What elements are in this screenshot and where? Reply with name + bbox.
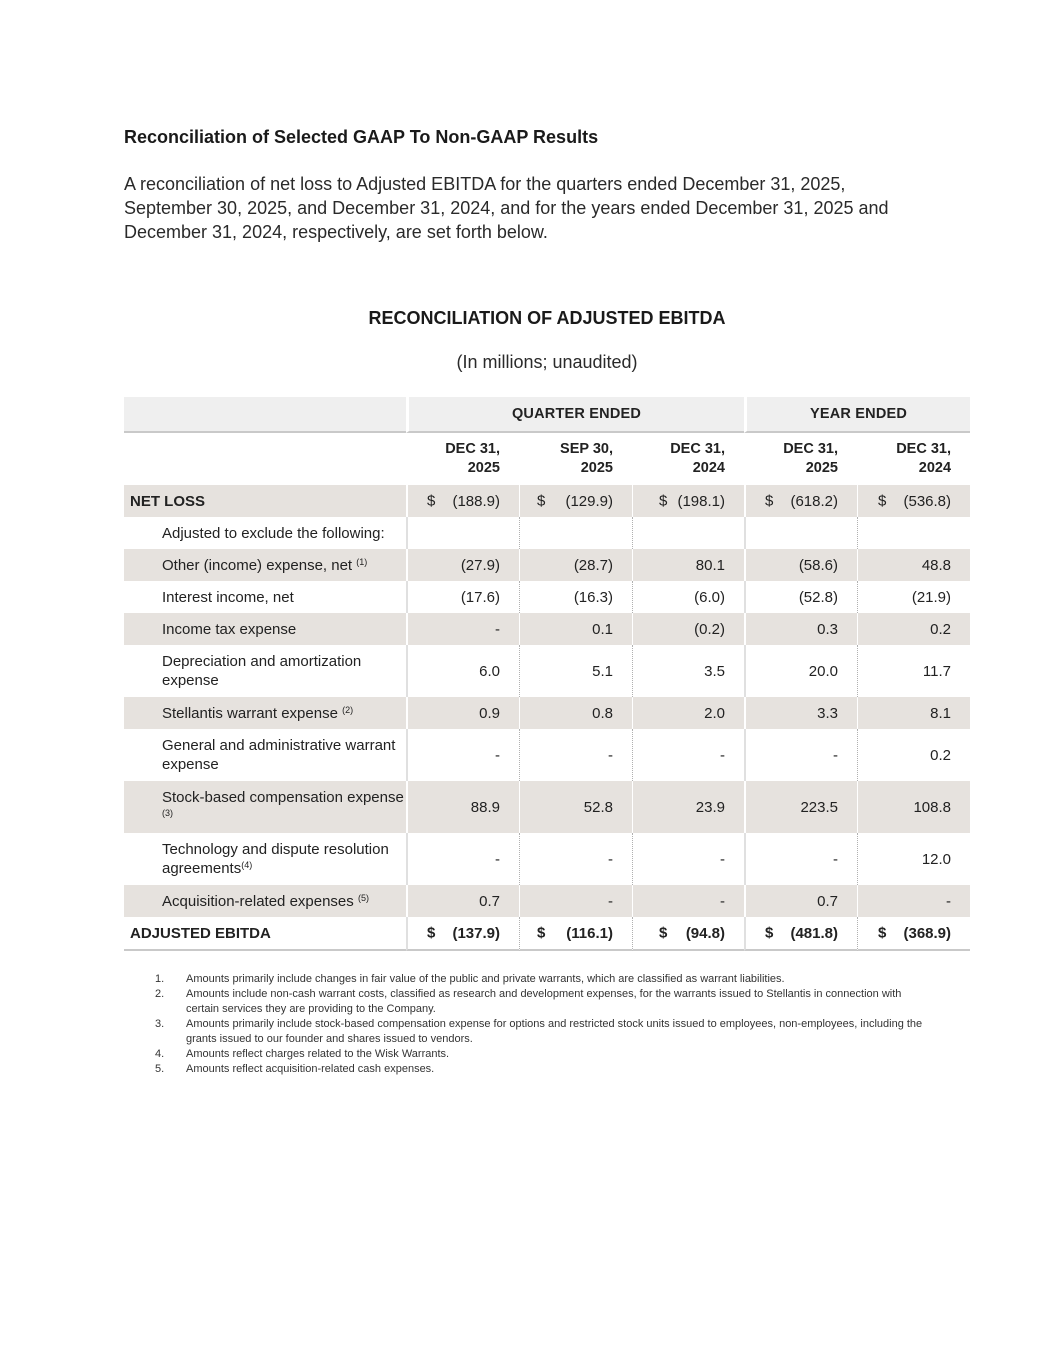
column-header: DEC 31, 2025 <box>783 441 838 476</box>
page-title: Reconciliation of Selected GAAP To Non-GAAP Results <box>124 127 599 147</box>
cell-value: (58.6) <box>744 549 857 581</box>
cell-value: 5.1 <box>519 645 632 697</box>
cell-value: $ (94.8) <box>632 917 744 951</box>
footnote: 2. Amounts include non-cash warrant costs, classified as research and development expenses, for the warrants issued to Stellantis in connection with certain services they are providing to the Company. <box>155 988 902 1015</box>
cell-value: (27.9) <box>406 549 519 581</box>
cell-value: - <box>406 613 519 645</box>
cell-value: (0.2) <box>632 613 744 645</box>
footnote: 1. Amounts primarily include changes in fair value of the public and private warrants, which are classified as warrant liabilities. <box>155 973 785 985</box>
cell-value: 11.7 <box>857 645 970 697</box>
group-header-row <box>124 397 970 433</box>
cell-value: 0.7 <box>744 885 857 917</box>
cell-value: (16.3) <box>519 581 632 613</box>
cell-value: 0.2 <box>857 729 970 781</box>
row-label: Interest income, net <box>162 588 294 606</box>
footnote: 3. Amounts primarily include stock-based compensation expense for options and restricted stock units issued to employees, non-employees, including the grants issued to our founder and shares issued to vendors. <box>155 1018 923 1045</box>
cell-value: - <box>519 833 632 885</box>
cell-value: 3.3 <box>744 697 857 729</box>
cell-empty <box>406 517 519 549</box>
column-header-blank <box>124 433 406 485</box>
cell-value: - <box>857 885 970 917</box>
cell-value: 0.2 <box>857 613 970 645</box>
group-header-quarter: QUARTER ENDED <box>406 397 744 433</box>
cell-value: - <box>632 729 744 781</box>
cell-value: $ (116.1) <box>519 917 632 951</box>
table-subtitle: (In millions; unaudited) <box>456 352 638 372</box>
cell-value: 20.0 <box>744 645 857 697</box>
footnote: 4. Amounts reflect charges related to the Wisk Warrants. <box>155 1048 450 1060</box>
row-label: Stock-based compensation expense $^{(3)}$ <box>124 781 406 833</box>
cell-value: 48.8 <box>857 549 970 581</box>
row-label: Acquisition-related expenses $^{(5)}$ <box>124 885 406 917</box>
cell-value: - <box>406 729 519 781</box>
net-loss-row <box>124 485 970 517</box>
cell-value: - <box>406 833 519 885</box>
cell-value: $ (368.9) <box>857 917 970 951</box>
table-row <box>124 581 970 613</box>
row-label: Adjusted to exclude the following: <box>162 524 385 542</box>
reconciliation-table <box>124 397 970 951</box>
row-label: Depreciation and amortization expense <box>162 653 362 689</box>
cell-value: (6.0) <box>632 581 744 613</box>
row-label: Stellantis warrant expense $^{(2)}$ <box>124 697 406 729</box>
table-row <box>124 697 970 729</box>
cell-value: 0.1 <box>519 613 632 645</box>
cell-value: 6.0 <box>406 645 519 697</box>
adjusted-label-row <box>124 517 970 549</box>
cell-value: - <box>744 833 857 885</box>
cell-value: 108.8 <box>857 781 970 833</box>
table-row <box>124 885 970 917</box>
footnotes <box>155 972 935 1077</box>
cell-value: 52.8 <box>519 781 632 833</box>
cell-value: (21.9) <box>857 581 970 613</box>
cell-value: (52.8) <box>744 581 857 613</box>
cell-value: 23.9 <box>632 781 744 833</box>
cell-empty <box>632 517 744 549</box>
cell-value: 0.9 <box>406 697 519 729</box>
cell-value: 0.7 <box>406 885 519 917</box>
cell-empty <box>519 517 632 549</box>
cell-value: $ (137.9) <box>406 917 519 951</box>
cell-value: - <box>519 885 632 917</box>
adjusted-ebitda-row <box>124 917 970 951</box>
table-row <box>124 645 970 697</box>
table-row <box>124 549 970 581</box>
column-header: DEC 31, 2025 <box>445 441 500 476</box>
cell-empty <box>857 517 970 549</box>
cell-value: - <box>519 729 632 781</box>
cell-value: 12.0 <box>857 833 970 885</box>
table-row <box>124 781 970 833</box>
cell-value: 0.8 <box>519 697 632 729</box>
footnote: 5. Amounts reflect acquisition-related cash expenses. <box>155 1063 435 1075</box>
cell-value: $ (129.9) <box>519 485 632 517</box>
column-header-row <box>124 433 970 485</box>
cell-value: $ (198.1) <box>632 485 744 517</box>
table-row <box>124 833 970 885</box>
group-header-blank <box>124 397 406 433</box>
row-label: Other (income) expense, net $^{(1)}$ <box>124 549 406 581</box>
cell-value: 223.5 <box>744 781 857 833</box>
cell-value: 8.1 <box>857 697 970 729</box>
row-label: Income tax expense <box>124 613 406 645</box>
cell-value: - <box>632 885 744 917</box>
cell-value: 3.5 <box>632 645 744 697</box>
row-label: NET LOSS <box>124 485 406 517</box>
row-label: ADJUSTED EBITDA <box>124 917 406 951</box>
cell-value: (28.7) <box>519 549 632 581</box>
cell-value: - <box>744 729 857 781</box>
cell-value: 0.3 <box>744 613 857 645</box>
intro-paragraph: A reconciliation of net loss to Adjusted EBITDA for the quarters ended December 31, 2025, September 30, 2025, and December 31, 2024, and for the years ended December 31, 2025 and December 31, 2024, respectively, are set forth below. <box>124 174 889 242</box>
cell-value: 88.9 <box>406 781 519 833</box>
cell-empty <box>744 517 857 549</box>
table-title: RECONCILIATION OF ADJUSTED EBITDA <box>368 308 726 328</box>
group-header-year: YEAR ENDED <box>744 397 970 433</box>
cell-value: (17.6) <box>406 581 519 613</box>
cell-value: $ (618.2) <box>744 485 857 517</box>
cell-value: - <box>632 833 744 885</box>
cell-value: 2.0 <box>632 697 744 729</box>
column-header: SEP 30, 2025 <box>560 441 613 476</box>
row-label: General and administrative warrant expense <box>162 737 396 773</box>
table-row <box>124 729 970 781</box>
column-header: DEC 31, 2024 <box>896 441 952 476</box>
row-label: Technology and dispute resolution agreements$^{(4)}$ <box>162 841 389 877</box>
table-row <box>124 613 970 645</box>
cell-value: $ (536.8) <box>857 485 970 517</box>
cell-value: 80.1 <box>632 549 744 581</box>
cell-value: $ (481.8) <box>744 917 857 951</box>
column-header: DEC 31, 2024 <box>670 441 725 476</box>
cell-value: $ (188.9) <box>406 485 519 517</box>
